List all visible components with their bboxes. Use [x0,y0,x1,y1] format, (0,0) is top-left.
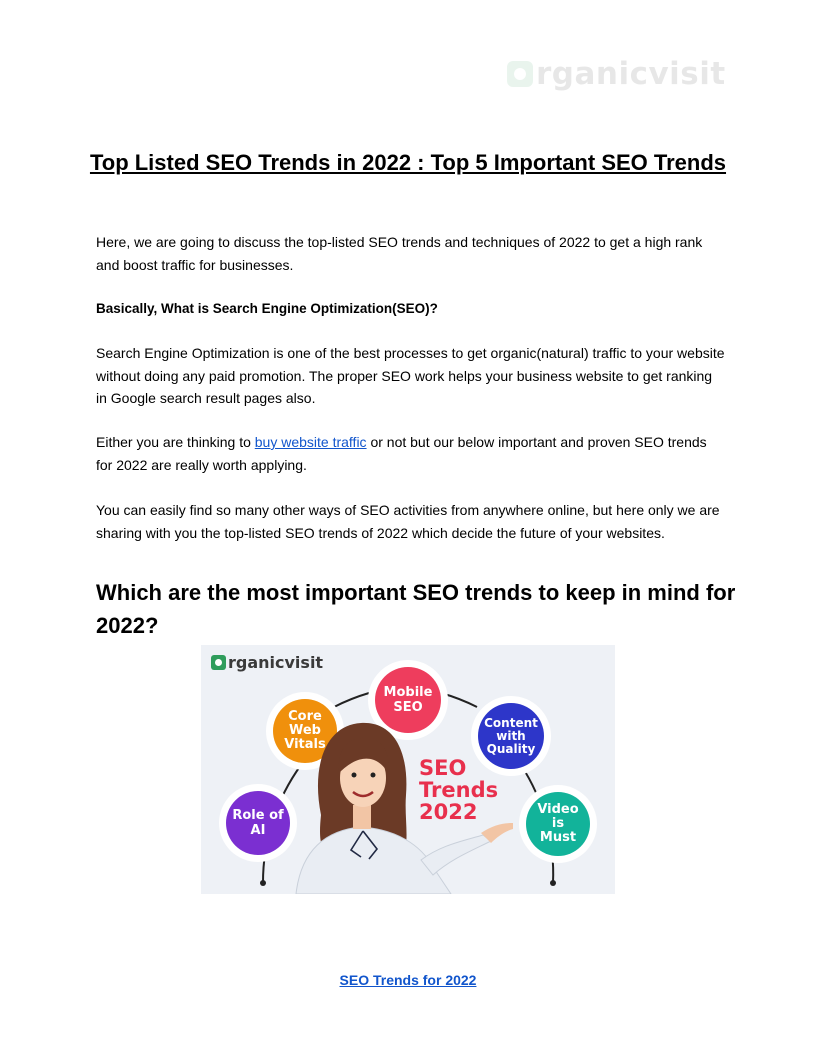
bubble-core-web-vitals: Core Web Vitals [284,709,326,752]
intro-paragraph: Here, we are going to discuss the top-listed SEO trends and techniques of 2022 to get a high rank and boost traffic for businesses. [96,234,703,273]
arc-end-dot [260,880,266,886]
figure-headline: SEO Trends 2022 [419,756,499,824]
eye [352,773,357,778]
other-ways-paragraph: You can easily find so many other ways of SEO activities from anywhere online, but here only we are sharing with you the top-listed SEO trends of 2022 which decide the future of your websites. [96,502,720,541]
buy-website-traffic-link[interactable]: buy website traffic [254,434,367,450]
traffic-text-before: Either you are thinking to [96,434,255,450]
figure-logo [211,653,323,672]
watermark-text: rganicvisit [536,56,726,92]
watermark-logo [507,56,726,92]
arc-end-dot [550,880,556,886]
arc-connector [334,693,369,707]
traffic-paragraph [96,431,726,476]
bubble-role-of-ai: Role of AI [232,808,284,838]
figure-caption [0,972,816,988]
arm [421,835,491,875]
logo-badge-icon [507,61,533,87]
seo-question-heading: Basically, What is Search Engine Optimization(SEO)? [96,301,438,316]
seo-definition-paragraph: Search Engine Optimization is one of the best processes to get organic(natural) traffic to your website without doing any paid promotion. The proper SEO work helps your business website to get ranking in Google search result pages also. [96,345,725,406]
neck [353,805,371,829]
figure-logo-text: rganicvisit [228,653,324,672]
traffic-text-after: or not but our below important and proven SEO trends for 2022 are really worth applying. [96,434,707,473]
seo-trends-illustration [201,645,615,894]
bubble-video-is-must: Video is Must [537,802,579,845]
section-heading: Which are the most important SEO trends to keep in mind for 2022? [96,580,736,638]
logo-badge-icon [211,655,226,670]
eye [371,773,376,778]
bubble-mobile-seo: Mobile SEO [383,685,433,715]
bubble-content-with-quality: Content with Quality [484,715,538,756]
seo-trends-caption-link[interactable]: SEO Trends for 2022 [339,972,477,988]
page-title: Top Listed SEO Trends in 2022 : Top 5 Important SEO Trends [89,150,727,175]
